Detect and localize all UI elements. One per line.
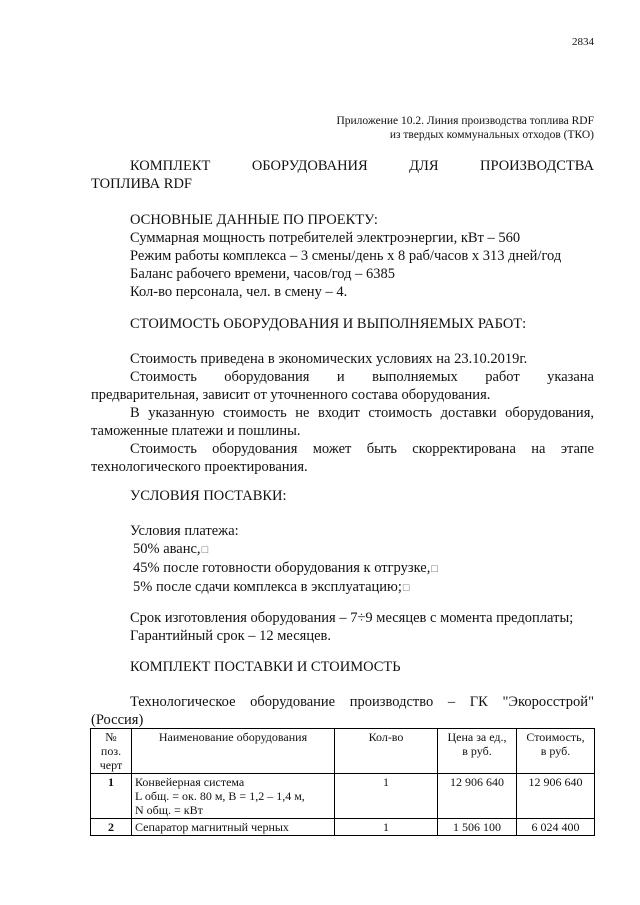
cost-section — [91, 350, 594, 476]
cell-position: 1 — [91, 774, 132, 819]
cell-total: 12 906 640 — [517, 774, 595, 819]
appendix-line-2: из твердых коммунальных отходов (ТКО) — [389, 129, 594, 141]
set-heading: КОМПЛЕКТ ПОСТАВКИ И СТОИМОСТЬ — [130, 659, 401, 675]
header-name: Наименование оборудования — [132, 729, 335, 774]
header-position: № поз. черт — [91, 729, 132, 774]
cost-paragraph-2-line-2: предварительная, зависит от уточненного состава оборудования. — [91, 387, 491, 403]
table-row — [91, 774, 595, 819]
header-quantity: Кол-во — [335, 729, 438, 774]
cell-name: Сепаратор магнитный черных — [132, 819, 335, 836]
cell-position: 2 — [91, 819, 132, 836]
document-title — [91, 157, 594, 193]
cell-quantity: 1 — [335, 819, 438, 836]
cost-paragraph-1: Стоимость приведена в экономических условиях на 23.10.2019г. — [130, 351, 528, 367]
page-number: 2834 — [572, 36, 594, 48]
cost-paragraph-2-line-1: Стоимость оборудования и выполняемых работ указана — [130, 369, 594, 385]
cell-name: Конвейерная система L общ. = ок. 80 м, В = 1,2 – 1,4 м, N общ. = кВт — [132, 774, 335, 819]
project-line: Баланс рабочего времени, часов/год – 6385 — [130, 266, 396, 282]
appendix-line-1: Приложение 10.2. Линия производства топлива RDF — [336, 115, 594, 127]
cell-total: 6 024 400 — [517, 819, 595, 836]
payment-item: 45% после готовности оборудования к отгрузке, □ — [130, 559, 594, 578]
appendix-caption — [336, 114, 594, 142]
project-heading: ОСНОВНЫЕ ДАННЫЕ ПО ПРОЕКТУ: — [130, 212, 378, 228]
checkbox-placeholder-icon — [430, 560, 438, 576]
cell-quantity: 1 — [335, 774, 438, 819]
payment-item: 5% после сдачи комплекса в эксплуатацию; □ — [130, 578, 594, 597]
project-line: Суммарная мощность потребителей электроэнергии, кВт – 560 — [130, 230, 521, 246]
payment-label: Условия платежа: — [130, 523, 239, 539]
payment-item: 50% аванс, □ — [130, 540, 594, 559]
delivery-heading: УСЛОВИЯ ПОСТАВКИ: — [130, 488, 287, 504]
project-line: Режим работы комплекса – 3 смены/день х 8 раб/часов х 313 дней/год — [130, 248, 562, 264]
warranty-term: Гарантийный срок – 12 месяцев. — [130, 628, 331, 644]
manufacturing-term: Срок изготовления оборудования – 7÷9 месяцев с момента предоплаты; — [130, 610, 574, 626]
header-total: Стоимость, в руб. — [517, 729, 595, 774]
project-section — [91, 211, 594, 301]
cost-paragraph-3: В указанную стоимость не входит стоимость доставки оборудования, таможенные платежи и пошлины. — [91, 405, 594, 439]
project-line: Кол-во персонала, чел. в смену – 4. — [130, 284, 348, 300]
checkbox-placeholder-icon — [402, 579, 410, 595]
title-line-1: КОМПЛЕКТ ОБОРУДОВАНИЯ ДЛЯ ПРОИЗВОДСТВА — [130, 158, 594, 174]
title-line-2: ТОПЛИВА RDF — [91, 176, 192, 192]
table-header-row — [91, 729, 595, 774]
equipment-table — [90, 728, 595, 836]
cost-paragraph-4: Стоимость оборудования может быть скорректирована на этапе технологического проектирования. — [91, 441, 594, 475]
terms-section — [91, 609, 594, 645]
set-intro: Технологическое оборудование производство – ГК "Экоросстрой" (Россия) — [91, 694, 594, 728]
checkbox-placeholder-icon — [201, 541, 209, 557]
delivery-section — [91, 522, 594, 597]
cell-price: 1 506 100 — [438, 819, 517, 836]
cost-heading: СТОИМОСТЬ ОБОРУДОВАНИЯ И ВЫПОЛНЯЕМЫХ РАБОТ: — [130, 316, 527, 332]
header-price: Цена за ед., в руб. — [438, 729, 517, 774]
table-row — [91, 819, 595, 836]
cell-price: 12 906 640 — [438, 774, 517, 819]
